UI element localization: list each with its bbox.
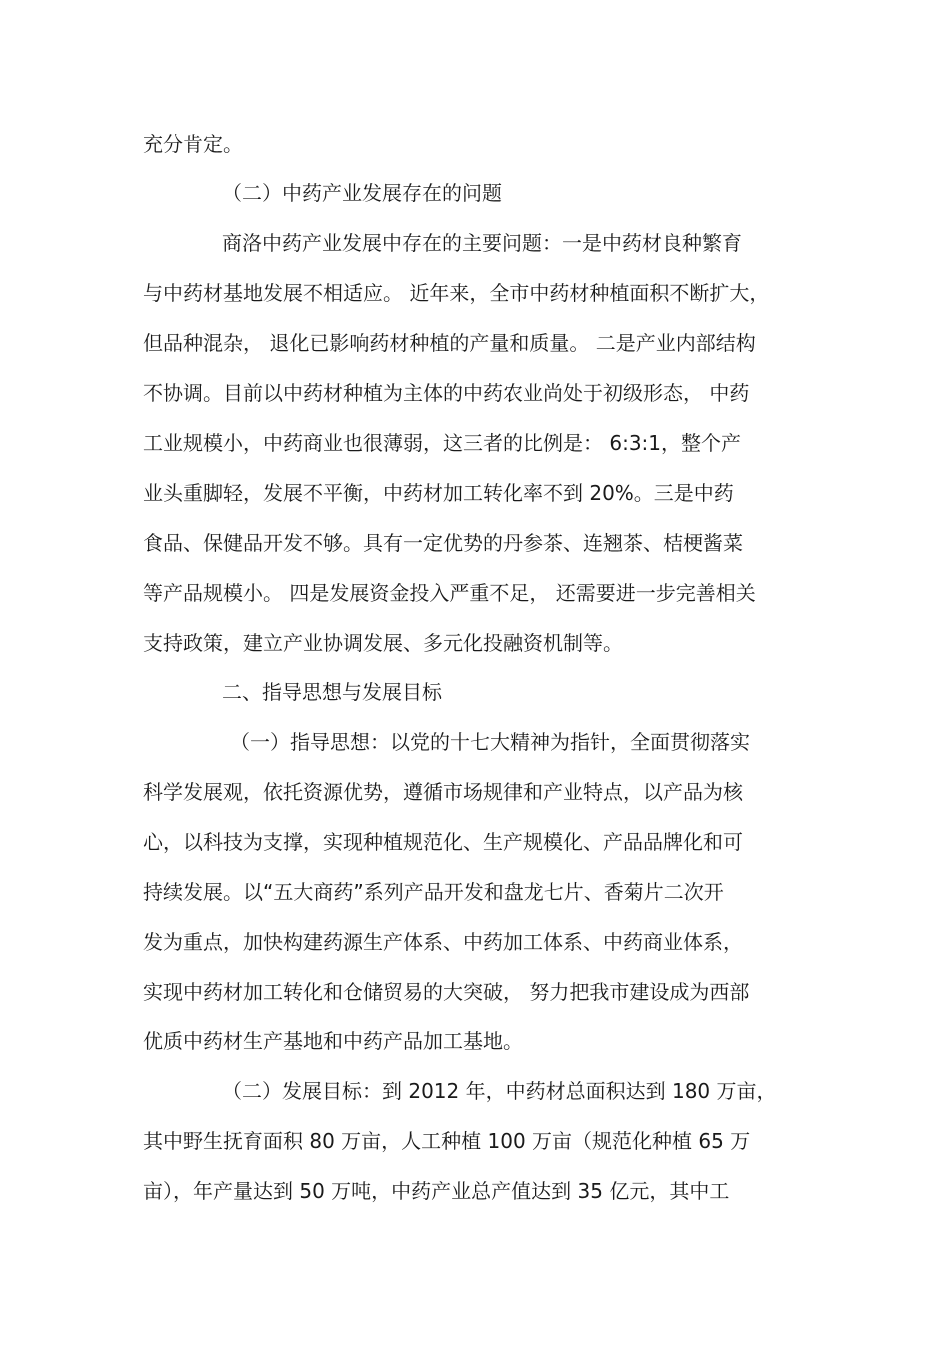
- text-line-17: 发为重点，加快构建药源生产体系、中药加工体系、中药商业体系，: [143, 930, 743, 954]
- text-line-22: 亩），年产量达到 50 万吨，中药产业总产值达到 35 亿元，其中工: [143, 1179, 730, 1203]
- text-line-4: 与中药材基地发展不相适应。 近年来，全市中药材种植面积不断扩大，: [143, 281, 770, 305]
- text-line-5: 但品种混杂， 退化已影响药材种植的产量和质量。 二是产业内部结构: [143, 331, 756, 355]
- text-line-14: 科学发展观，依托资源优势，遵循市场规律和产业特点，以产品为核: [143, 780, 743, 804]
- text-line-9: 食品、保健品开发不够。具有一定优势的丹参茶、连翘茶、桔梗酱菜: [143, 531, 743, 555]
- text-line-6: 不协调。目前以中药材种植为主体的中药农业尚处于初级形态， 中药: [143, 381, 750, 405]
- text-line-7: 工业规模小，中药商业也很薄弱，这三者的比例是： 6:3:1，整个产: [143, 431, 742, 455]
- text-line-11: 支持政策，建立产业协调发展、多元化投融资机制等。: [143, 631, 623, 655]
- text-line-8: 业头重脚轻，发展不平衡，中药材加工转化率不到 20%。三是中药: [143, 481, 734, 505]
- text-line-20: （二）发展目标：到 2012 年，中药材总面积达到 180 万亩，: [222, 1079, 777, 1103]
- text-line-15: 心，以科技为支撑，实现种植规范化、生产规模化、产品品牌化和可: [143, 830, 743, 854]
- text-line-3: 商洛中药产业发展中存在的主要问题：一是中药材良种繁育: [222, 231, 742, 255]
- text-line-21: 其中野生抚育面积 80 万亩，人工种植 100 万亩（规范化种植 65 万: [143, 1129, 751, 1153]
- text-line-1: 充分肯定。: [143, 132, 243, 156]
- text-line-18: 实现中药材加工转化和仓储贸易的大突破， 努力把我市建设成为西部: [143, 980, 750, 1004]
- section-heading-guidance: 二、指导思想与发展目标: [222, 680, 442, 704]
- text-line-10: 等产品规模小。 四是发展资金投入严重不足， 还需要进一步完善相关: [143, 581, 756, 605]
- section-heading-problems: （二）中药产业发展存在的问题: [222, 181, 502, 205]
- text-line-19: 优质中药材生产基地和中药产品加工基地。: [143, 1029, 523, 1053]
- text-line-16: 持续发展。以“五大商药”系列产品开发和盘龙七片、香菊片二次开: [143, 880, 724, 904]
- text-line-13: （一）指导思想：以党的十七大精神为指针，全面贯彻落实: [230, 730, 750, 754]
